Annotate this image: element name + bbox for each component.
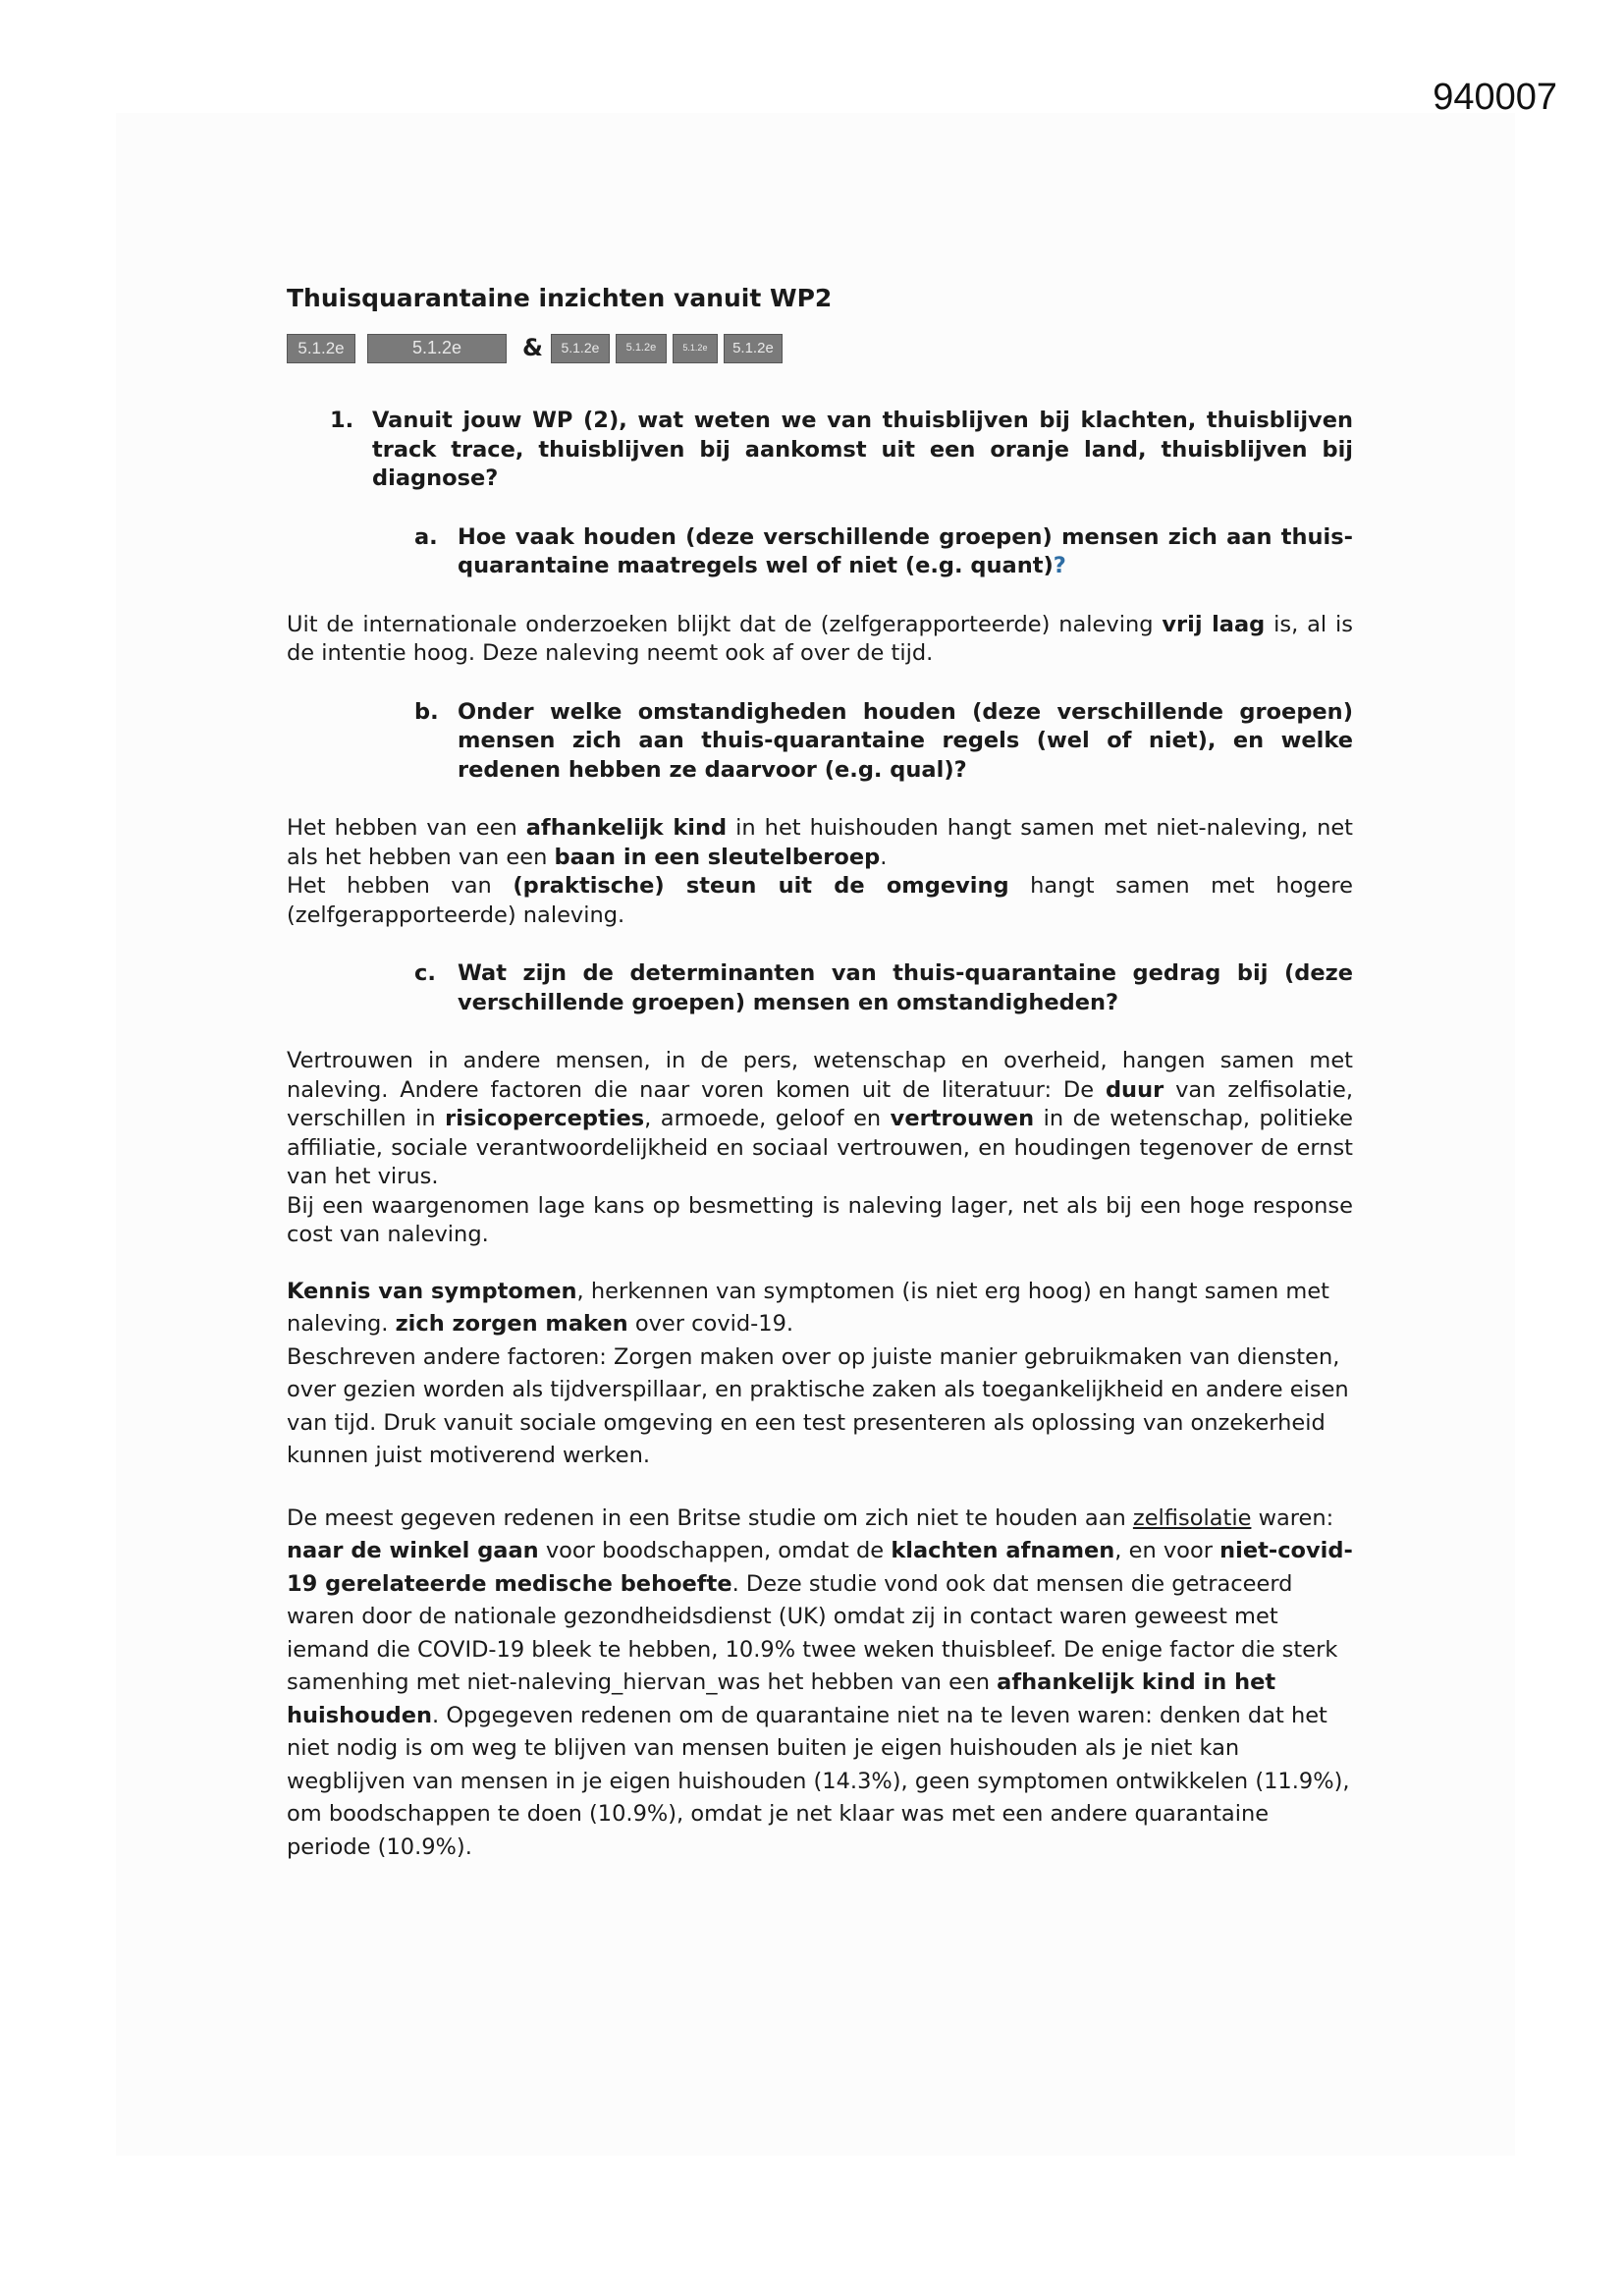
redaction-box: 5.1.2e (367, 334, 507, 363)
sub-question-text: Onder welke omstandigheden houden (deze verschillende groepen) mensen zich aan thuis-quarantaine regels (wel of niet), en welke redenen hebben ze daarvoor (e.g. qual)? (458, 698, 1353, 783)
document-number: 940007 (1433, 77, 1557, 118)
text-run: hangt samen met hogere (zelfgerapporteerde) naleving. (287, 873, 1353, 928)
sub-question-letter: a. (414, 523, 438, 550)
bold-run: vrij laag (1162, 611, 1266, 637)
sub-question-text: Wat zijn de determinanten van thuis-quarantaine gedrag bij (deze verschillende groepen) mensen en omstandigheden? (458, 960, 1353, 1015)
text-run: voor boodschappen, omdat de (538, 1538, 892, 1563)
text-run: , armoede, geloof en (644, 1106, 891, 1131)
sub-question-letter: c. (414, 960, 436, 986)
paragraph-british-study (287, 1503, 1353, 1865)
text-run: Vertrouwen in andere mensen, in de pers, wetenschap en overheid, hangen samen met naleving. Andere factoren die naar voren komen uit de literatuur: De (287, 1048, 1353, 1103)
bold-run: naar de winkel gaan (287, 1538, 539, 1563)
redaction-box: 5.1.2e (616, 334, 667, 363)
sub-question-a (414, 523, 1353, 581)
underlined-run: zelfisolatie (1132, 1504, 1252, 1531)
text-run: De meest gegeven redenen in een Britse studie om zich niet te houden aan (287, 1504, 1133, 1531)
text-run: in het huishouden hangt samen met niet-naleving, net als het hebben van een (287, 815, 1354, 870)
question-mark: ? (1053, 553, 1066, 578)
bold-run: (praktische) steun uit de omgeving (513, 873, 1009, 899)
question-text: Vanuit jouw WP (2), wat weten we van thuisblijven bij klachten, thuisblijven track trace, thuisblijven bij aankomst uit een oranje land, thuisblijven bij diagnose? (372, 408, 1353, 491)
bold-run: afhankelijk kind (525, 815, 728, 841)
sub-question-letter: b. (414, 698, 439, 725)
text-run: van zelfisolatie, verschillen in (287, 1076, 1353, 1131)
text-run: . Deze studie vond ook dat mensen die getraceerd waren door de nationale gezondheidsdienst (UK) omdat zij in contact waren geweest met iemand die COVID-19 bleek te hebben, 10.9% twee weken thuisbleef. De enige factor die sterk samenhing met niet-naleving_hiervan_was het hebben van een (287, 1570, 1338, 1695)
bold-run: afhankelijk kind in het huishouden (287, 1669, 1276, 1728)
sub-question-c (414, 959, 1353, 1017)
text-run: Uit de internationale onderzoeken blijkt dat de (zelfgerapporteerde) naleving (287, 611, 1163, 637)
text-run: in de wetenschap, politieke affiliatie, sociale verantwoordelijkheid en sociaal vertrouwen, en houdingen tegenover de ernst van het virus. (287, 1106, 1354, 1189)
text-run: , herkennen van symptomen (is niet erg hoog) en hangt samen met naleving. (287, 1278, 1330, 1337)
bold-run: Kennis van symptomen (287, 1278, 577, 1304)
answer-a (287, 611, 1353, 669)
bold-run: vertrouwen (890, 1106, 1035, 1131)
document-title: Thuisquarantaine inzichten vanuit WP2 (287, 284, 833, 312)
sub-question-b (414, 698, 1353, 786)
text-run: . Opgegeven redenen om de quarantaine niet na te leven waren: denken dat het niet nodig is om weg te blijven van mensen buiten je eigen huishouden als je niet kan wegblijven van mensen in je eigen huishouden (14.3%), geen symptomen ontwikkelen (11.9%), om boodschappen te doen (10.9%), omdat je net klaar was met een andere quarantaine periode (10.9%). (287, 1702, 1350, 1860)
answer-c (287, 1047, 1353, 1250)
text-run: waren: (1251, 1504, 1334, 1531)
text-run: , en voor (1114, 1538, 1220, 1563)
bold-run: risicopercepties (445, 1106, 645, 1131)
text-run: Het hebben van (287, 873, 514, 899)
text-run: . (880, 844, 888, 870)
question-1 (330, 407, 1353, 494)
paragraph-symptoms (287, 1276, 1353, 1473)
answer-b (287, 814, 1353, 930)
text-run: over covid-19. (627, 1311, 794, 1337)
redaction-box: 5.1.2e (287, 334, 355, 363)
sub-question-text: Hoe vaak houden (deze verschillende groepen) mensen zich aan thuis-quarantaine maatregels wel of niet (e.g. quant) (458, 523, 1353, 578)
redaction-box: 5.1.2e (724, 334, 783, 363)
redaction-box: 5.1.2e (673, 334, 718, 363)
redacted-authors (287, 334, 1353, 363)
bold-run: baan in een sleutelberoep (554, 844, 881, 870)
bold-run: niet-covid-19 gerelateerde medische behoefte (287, 1538, 1353, 1597)
redaction-box: 5.1.2e (551, 334, 610, 363)
bold-run: zich zorgen maken (395, 1311, 628, 1337)
document-body (287, 283, 1353, 1864)
bold-run: klachten afnamen (891, 1538, 1115, 1563)
text-run: Bij een waargenomen lage kans op besmetting is naleving lager, net als bij een hoge response cost van naleving. (287, 1192, 1353, 1247)
question-number: 1. (330, 408, 354, 433)
text-run: Het hebben van een (287, 815, 526, 841)
text-run: is, al is de intentie hoog. Deze naleving neemt ook af over de tijd. (287, 611, 1353, 666)
text-run: Beschreven andere factoren: Zorgen maken over op juiste manier gebruikmaken van diensten, over gezien worden als tijdverspillaar, en praktische zaken als toegankelijkheid en andere eisen van tijd. Druk vanuit sociale omgeving en een test presenteren als oplossing van onzekerheid kunnen juist motiverend werken. (287, 1343, 1349, 1468)
bold-run: duur (1105, 1076, 1164, 1103)
ampersand: & (522, 334, 543, 362)
